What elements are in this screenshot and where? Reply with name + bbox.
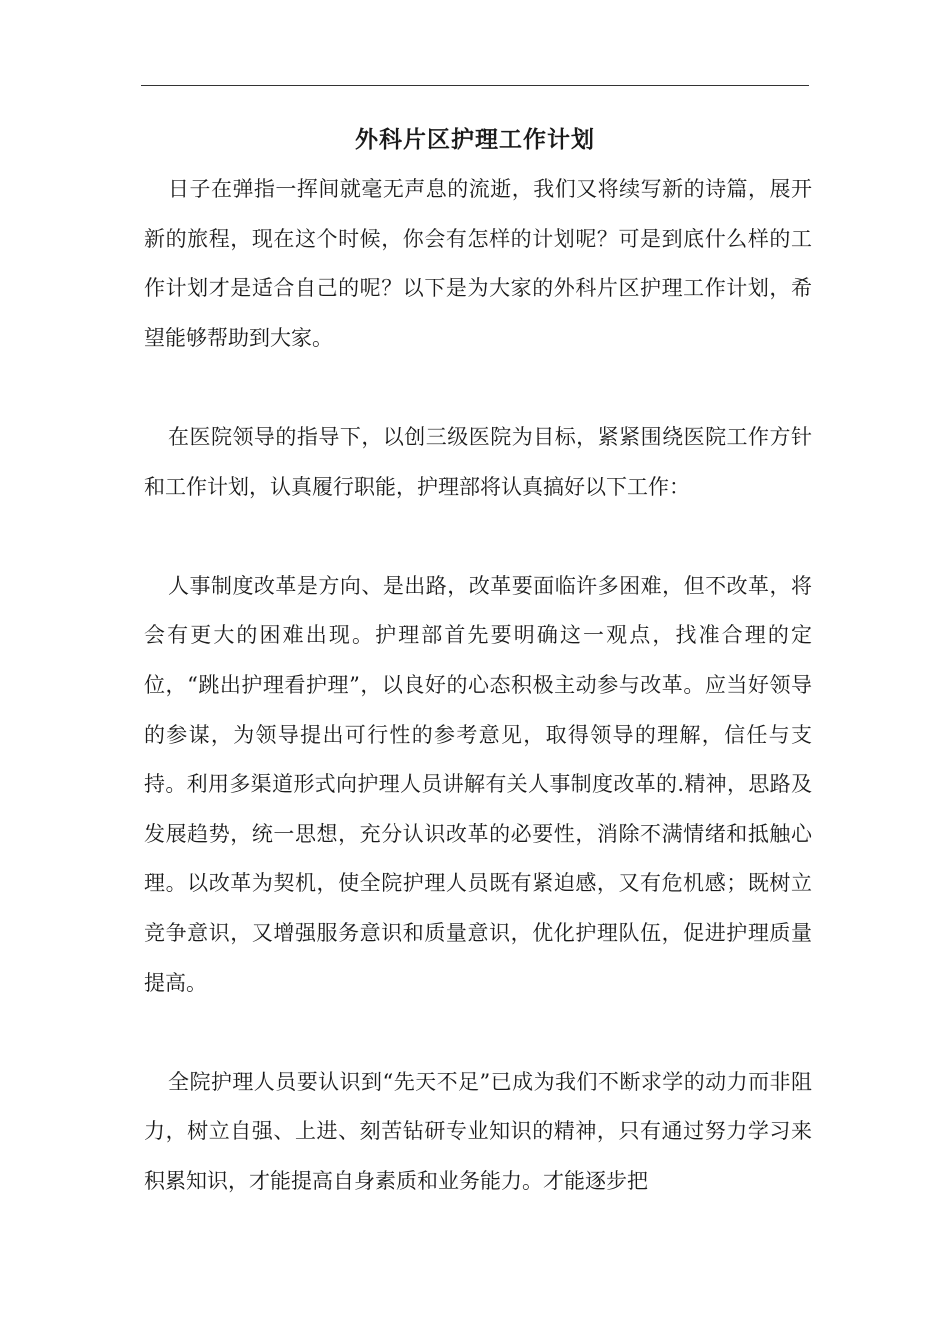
- paragraph-reform: 人事制度改革是方向、是出路，改革要面临许多困难，但不改革，将会有更大的困难出现。护理部首先要明确这一观点，找准合理的定位，“跳出护理看护理”，以良好的心态积极主动参与改革。应当好领导的参谋，为领导提出可行性的参考意见，取得领导的理解，信任与支持。利用多渠道形式向护理人员讲解有关人事制度改革的.精神，思路及发展趋势，统一思想，充分认识改革的必要性，消除不满情绪和抵触心理。以改革为契机，使全院护理人员既有紧迫感，又有危机感；既树立竞争意识，又增强服务意识和质量意识，优化护理队伍，促进护理质量提高。: [144, 573, 812, 995]
- paragraph-guidance: 在医院领导的指导下，以创三级医院为目标，紧紧围绕医院工作方针和工作计划，认真履行职能，护理部将认真搞好以下工作：: [144, 424, 812, 499]
- document-body: [144, 165, 812, 1206]
- paragraph-learning: 全院护理人员要认识到“先天不足”已成为我们不断求学的动力而非阻力，树立自强、上进、刻苦钻研专业知识的精神，只有通过努力学习来积累知识，才能提高自身素质和业务能力。才能逐步把: [144, 1069, 812, 1193]
- document-title: 外科片区护理工作计划: [355, 126, 595, 153]
- header-rule: [141, 85, 809, 86]
- paragraph-intro: 日子在弹指一挥间就毫无声息的流逝，我们又将续写新的诗篇，展开新的旅程，现在这个时候，你会有怎样的计划呢？可是到底什么样的工作计划才是适合自己的呢？以下是为大家的外科片区护理工作计划，希望能够帮助到大家。: [144, 177, 812, 350]
